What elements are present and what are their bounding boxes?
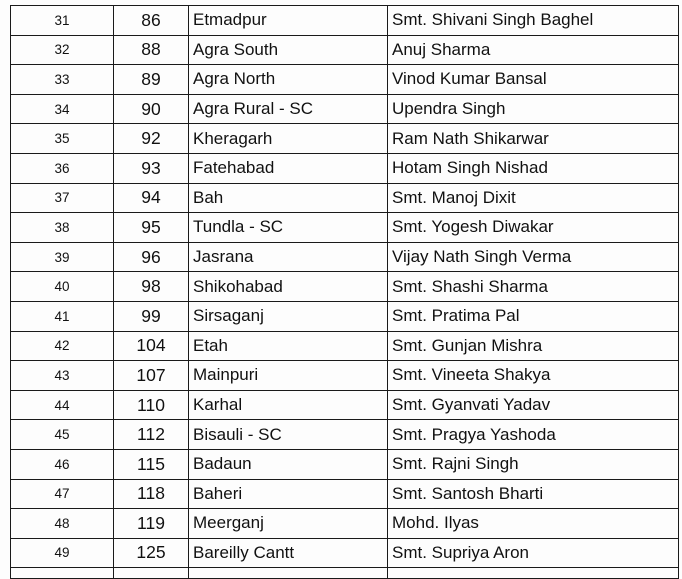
constituency-number-cell: 93	[114, 153, 189, 183]
empty-cell	[11, 568, 114, 579]
constituency-name-cell: Badaun	[189, 449, 388, 479]
serial-number-cell: 41	[11, 301, 114, 331]
candidate-name-cell: Vijay Nath Singh Verma	[388, 242, 679, 272]
constituency-name-cell: Fatehabad	[189, 153, 388, 183]
empty-cell	[114, 568, 189, 579]
candidate-name-cell: Smt. Gyanvati Yadav	[388, 390, 679, 420]
constituency-number-cell: 99	[114, 301, 189, 331]
constituency-name-cell: Mainpuri	[189, 361, 388, 391]
serial-number-cell: 32	[11, 35, 114, 65]
constituency-name-cell: Tundla - SC	[189, 213, 388, 243]
constituency-name-cell: Bah	[189, 183, 388, 213]
candidate-name-cell: Ram Nath Shikarwar	[388, 124, 679, 154]
table-row	[11, 538, 679, 568]
candidate-name-cell: Smt. Supriya Aron	[388, 538, 679, 568]
constituency-name-cell: Bisauli - SC	[189, 420, 388, 450]
constituency-number-cell: 112	[114, 420, 189, 450]
candidate-name-cell: Smt. Pratima Pal	[388, 301, 679, 331]
candidate-name-cell: Smt. Santosh Bharti	[388, 479, 679, 509]
constituency-number-cell: 119	[114, 509, 189, 539]
constituency-number-cell: 90	[114, 94, 189, 124]
candidate-name-cell: Vinod Kumar Bansal	[388, 65, 679, 95]
candidate-name-cell: Smt. Rajni Singh	[388, 449, 679, 479]
table-row	[11, 331, 679, 361]
table-row	[11, 390, 679, 420]
constituency-name-cell: Sirsaganj	[189, 301, 388, 331]
serial-number-cell: 49	[11, 538, 114, 568]
constituency-name-cell: Karhal	[189, 390, 388, 420]
serial-number-cell: 33	[11, 65, 114, 95]
candidate-name-cell: Anuj Sharma	[388, 35, 679, 65]
constituency-number-cell: 98	[114, 272, 189, 302]
constituency-number-cell: 92	[114, 124, 189, 154]
constituency-name-cell: Etmadpur	[189, 6, 388, 36]
constituency-name-cell: Agra Rural - SC	[189, 94, 388, 124]
table-row	[11, 6, 679, 36]
serial-number-cell: 46	[11, 449, 114, 479]
constituency-name-cell: Baheri	[189, 479, 388, 509]
table-row	[11, 509, 679, 539]
constituency-name-cell: Kheragarh	[189, 124, 388, 154]
serial-number-cell: 43	[11, 361, 114, 391]
constituency-name-cell: Bareilly Cantt	[189, 538, 388, 568]
constituency-number-cell: 89	[114, 65, 189, 95]
table-row	[11, 65, 679, 95]
serial-number-cell: 40	[11, 272, 114, 302]
candidate-name-cell: Smt. Manoj Dixit	[388, 183, 679, 213]
serial-number-cell: 35	[11, 124, 114, 154]
candidate-name-cell: Smt. Vineeta Shakya	[388, 361, 679, 391]
constituency-name-cell: Meerganj	[189, 509, 388, 539]
serial-number-cell: 38	[11, 213, 114, 243]
table-row	[11, 272, 679, 302]
constituency-number-cell: 125	[114, 538, 189, 568]
candidate-name-cell: Upendra Singh	[388, 94, 679, 124]
constituency-number-cell: 94	[114, 183, 189, 213]
serial-number-cell: 47	[11, 479, 114, 509]
table-row	[11, 479, 679, 509]
table-row	[11, 183, 679, 213]
serial-number-cell: 42	[11, 331, 114, 361]
constituency-name-cell: Jasrana	[189, 242, 388, 272]
serial-number-cell: 34	[11, 94, 114, 124]
constituency-number-cell: 88	[114, 35, 189, 65]
candidate-list-table	[10, 5, 679, 579]
serial-number-cell: 44	[11, 390, 114, 420]
constituency-name-cell: Agra North	[189, 65, 388, 95]
constituency-number-cell: 104	[114, 331, 189, 361]
table-body	[11, 6, 679, 579]
table-row	[11, 213, 679, 243]
table-row	[11, 124, 679, 154]
constituency-number-cell: 110	[114, 390, 189, 420]
constituency-number-cell: 107	[114, 361, 189, 391]
table-row	[11, 35, 679, 65]
table-row	[11, 449, 679, 479]
table-row	[11, 94, 679, 124]
constituency-number-cell: 96	[114, 242, 189, 272]
candidate-name-cell: Hotam Singh Nishad	[388, 153, 679, 183]
candidate-name-cell: Smt. Shashi Sharma	[388, 272, 679, 302]
candidate-name-cell: Smt. Pragya Yashoda	[388, 420, 679, 450]
empty-cell	[388, 568, 679, 579]
table-row	[11, 420, 679, 450]
table-row	[11, 361, 679, 391]
serial-number-cell: 48	[11, 509, 114, 539]
constituency-number-cell: 86	[114, 6, 189, 36]
candidate-name-cell: Smt. Yogesh Diwakar	[388, 213, 679, 243]
constituency-number-cell: 118	[114, 479, 189, 509]
empty-cell	[189, 568, 388, 579]
table-row-partial	[11, 568, 679, 579]
candidate-name-cell: Smt. Shivani Singh Baghel	[388, 6, 679, 36]
constituency-name-cell: Etah	[189, 331, 388, 361]
serial-number-cell: 31	[11, 6, 114, 36]
constituency-name-cell: Agra South	[189, 35, 388, 65]
table-row	[11, 242, 679, 272]
constituency-name-cell: Shikohabad	[189, 272, 388, 302]
serial-number-cell: 36	[11, 153, 114, 183]
serial-number-cell: 45	[11, 420, 114, 450]
constituency-number-cell: 95	[114, 213, 189, 243]
constituency-number-cell: 115	[114, 449, 189, 479]
table-row	[11, 301, 679, 331]
candidate-name-cell: Smt. Gunjan Mishra	[388, 331, 679, 361]
table-row	[11, 153, 679, 183]
candidate-name-cell: Mohd. Ilyas	[388, 509, 679, 539]
serial-number-cell: 39	[11, 242, 114, 272]
serial-number-cell: 37	[11, 183, 114, 213]
